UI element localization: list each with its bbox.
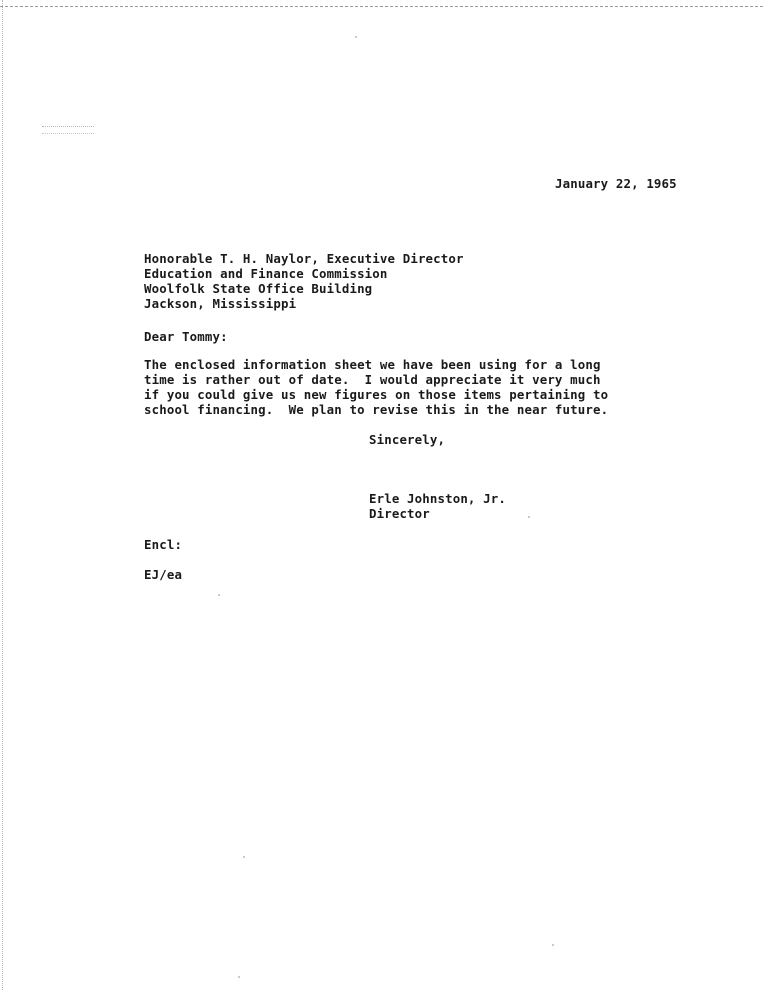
page-top-edge [0, 0, 763, 7]
signer-title: Director [369, 506, 430, 521]
scan-speck [528, 516, 530, 518]
scan-speck [355, 36, 357, 38]
scan-speck [238, 976, 240, 978]
salutation: Dear Tommy: [144, 329, 228, 344]
recipient-line: Woolfolk State Office Building [144, 281, 373, 296]
scan-speck [243, 856, 245, 858]
recipient-line: Honorable T. H. Naylor, Executive Director [144, 251, 464, 266]
signer-name: Erle Johnston, Jr. [369, 491, 506, 506]
letter-date: January 22, 1965 [555, 176, 677, 191]
body-line: time is rather out of date. I would appreciate it very much [144, 372, 601, 387]
body-line: school financing. We plan to revise this in the near future. [144, 402, 609, 417]
scan-smudge [42, 126, 94, 134]
closing: Sincerely, [369, 432, 446, 447]
reference-initials: EJ/ea [144, 567, 183, 582]
scan-speck [218, 594, 220, 596]
recipient-line: Education and Finance Commission [144, 266, 388, 281]
page-left-edge [0, 0, 3, 990]
body-line: if you could give us new figures on those items pertaining to [144, 387, 609, 402]
enclosure-note: Encl: [144, 537, 183, 552]
recipient-line: Jackson, Mississippi [144, 296, 297, 311]
scan-speck [552, 944, 554, 946]
body-line: The enclosed information sheet we have been using for a long [144, 357, 601, 372]
